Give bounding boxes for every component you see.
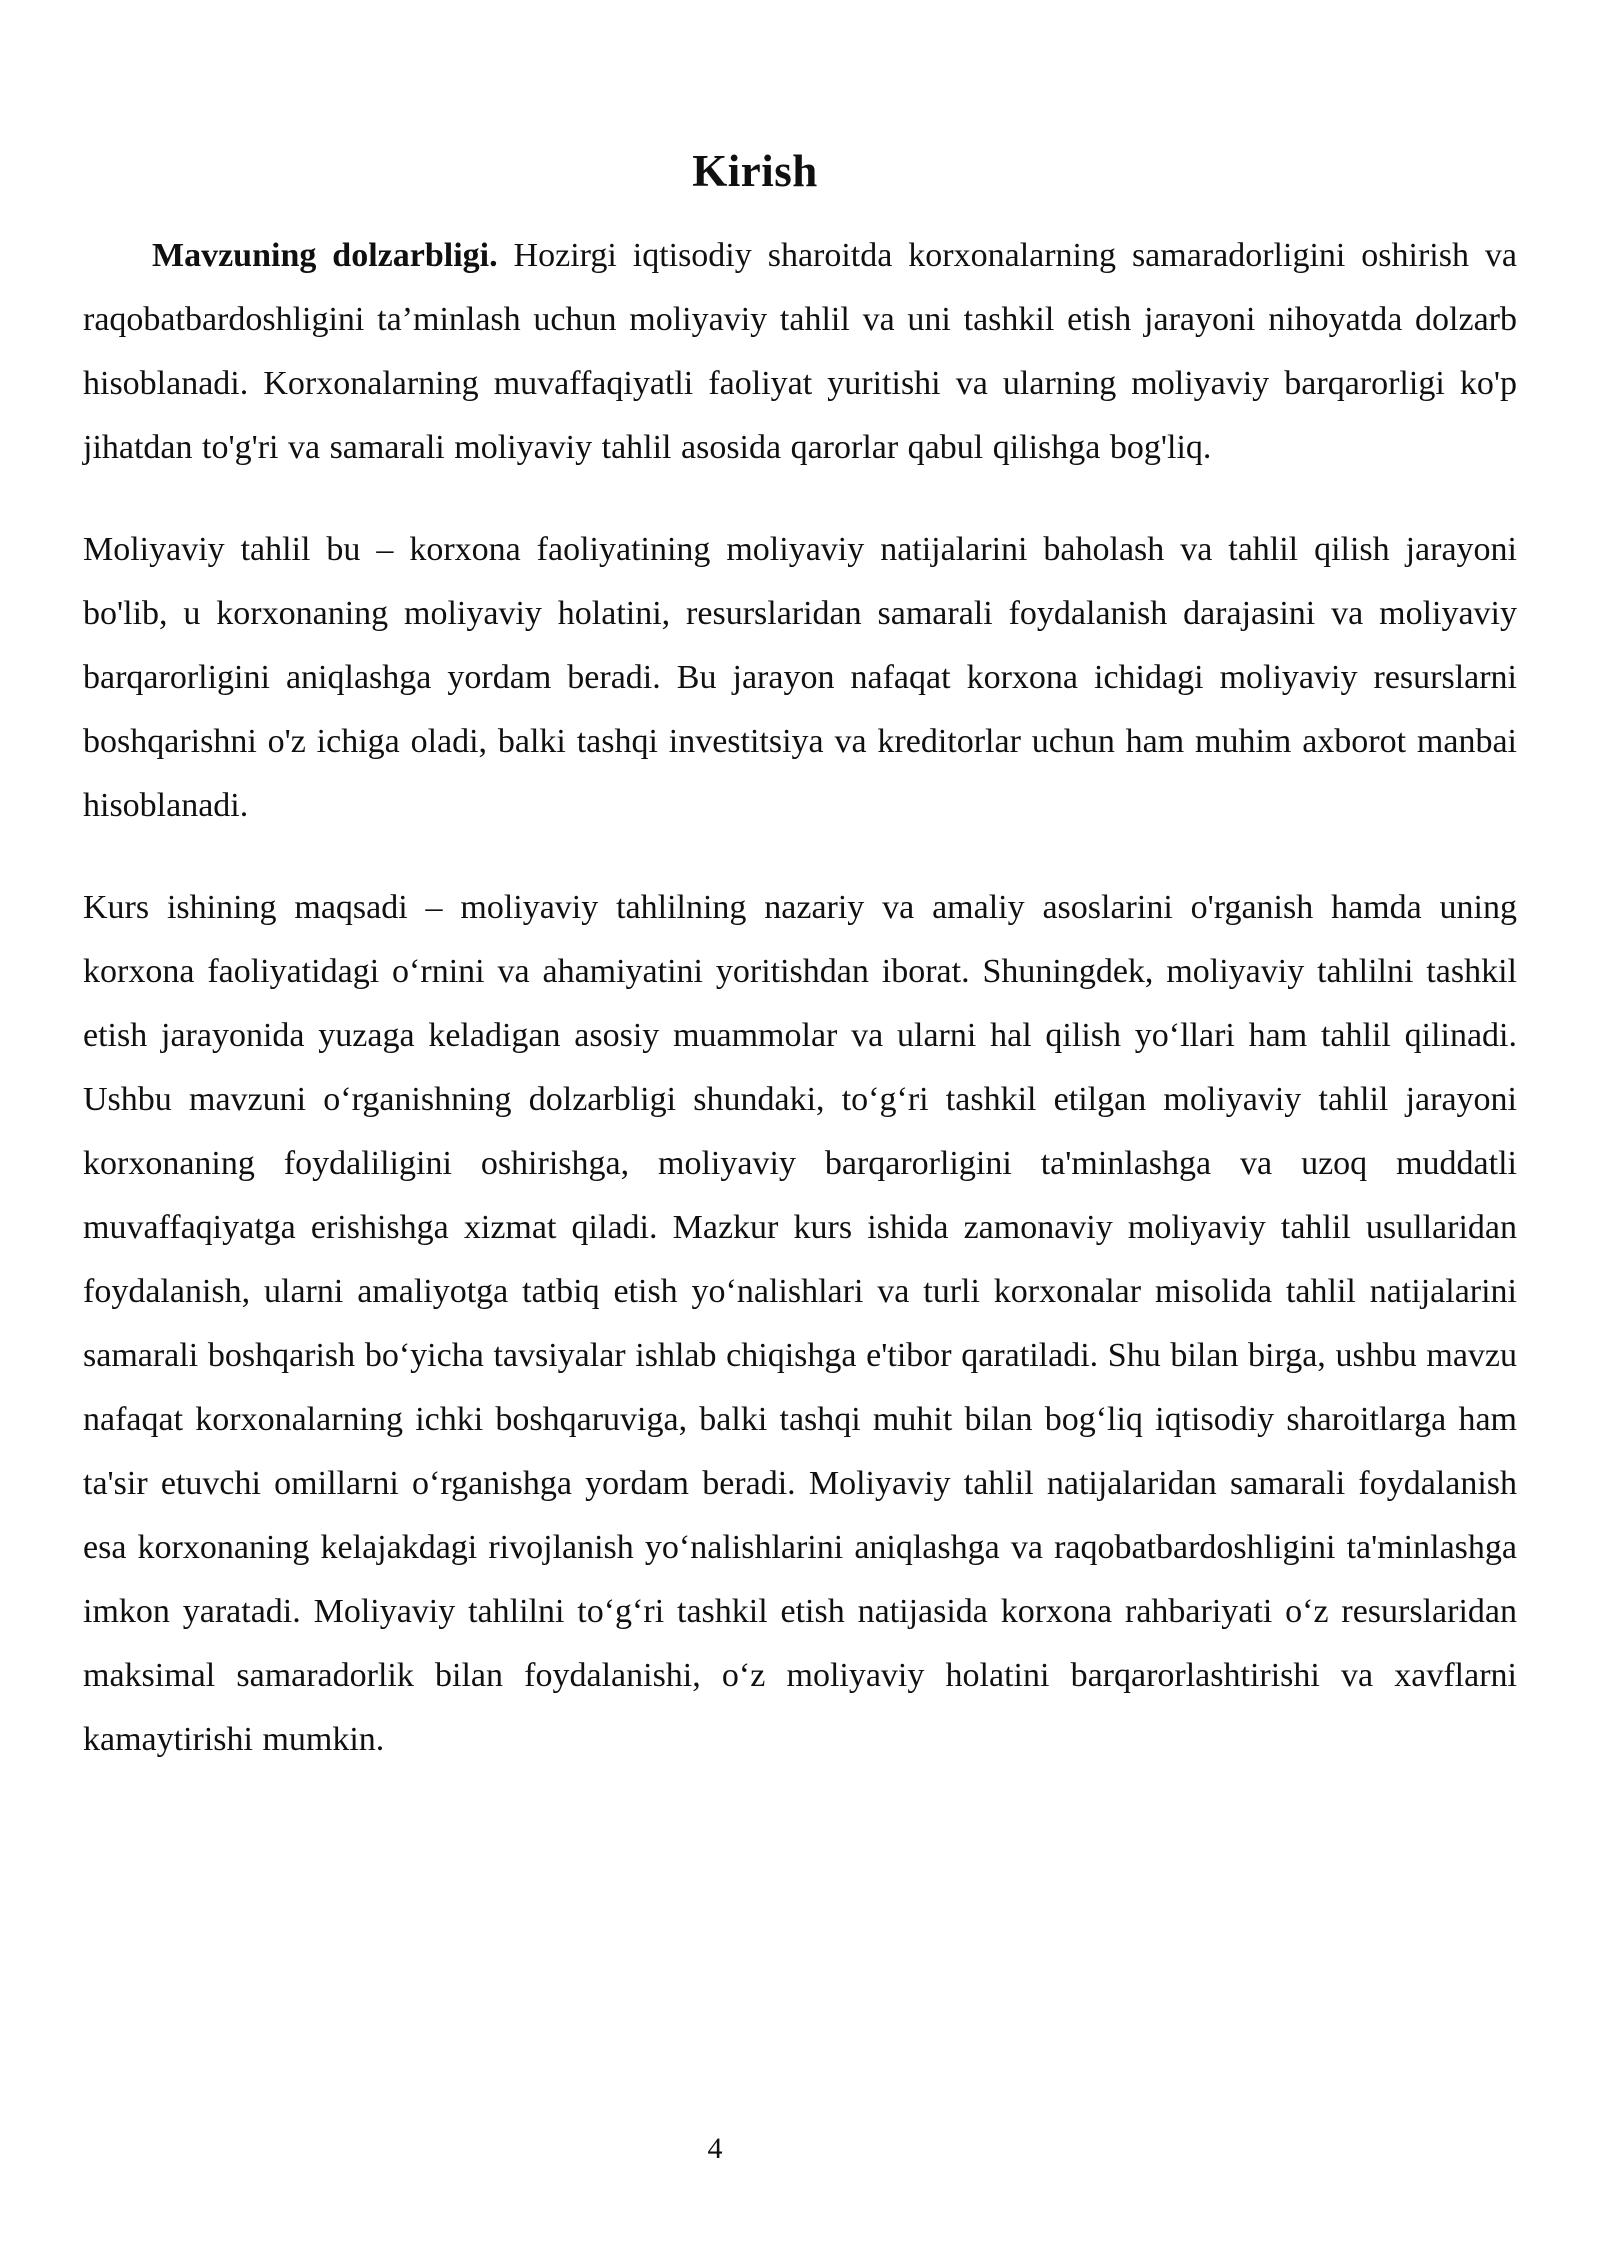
paragraph-lead-bold: Mavzuning dolzarbligi. [152,236,498,274]
page-content [83,146,1517,1810]
paragraph-moliyaviy-tahlil: Moliyaviy tahlil bu – korxona faoliyatining moliyaviy natijalarini baholash va tahlil qilish jarayoni bo'lib, u korxonaning moliyaviy holatini, resurslaridan samarali foydalanish darajasini va moliyaviy barqarorligini aniqlashga yordam beradi. Bu jarayon nafaqat korxona ichidagi moliyaviy resurslarni boshqarishni o'z ichiga oladi, balki tashqi investitsiya va kreditorlar uchun ham muhim axborot manbai hisoblanadi. [83,530,1517,824]
page-title: Kirish [692,146,818,196]
paragraph-kurs-maqsadi: Kurs ishining maqsadi – moliyaviy tahlilning nazariy va amaliy asoslarini o'rganish hamda uning korxona faoliyatidagi oʻrnini va ahamiyatini yoritishdan iborat. Shuningdek, moliyaviy tahlilni tashkil etish jarayonida yuzaga keladigan asosiy muammolar va ularni hal qilish yoʻllari ham tahlil qilinadi. Ushbu mavzuni oʻrganishning dolzarbligi shundaki, toʻgʻri tashkil etilgan moliyaviy tahlil jarayoni korxonaning foydaliligini oshirishga, moliyaviy barqarorligini ta'minlashga va uzoq muddatli muvaffaqiyatga erishishga xizmat qiladi. Mazkur kurs ishida zamonaviy moliyaviy tahlil usullaridan foydalanish, ularni amaliyotga tatbiq etish yoʻnalishlari va turli korxonalar misolida tahlil natijalarini samarali boshqarish boʻyicha tavsiyalar ishlab chiqishga e'tibor qaratiladi. Shu bilan birga, ushbu mavzu nafaqat korxonalarning ichki boshqaruviga, balki tashqi muhit bilan bogʻliq iqtisodiy sharoitlarga ham ta'sir etuvchi omillarni oʻrganishga yordam beradi. Moliyaviy tahlil natijalaridan samarali foydalanish esa korxonaning kelajakdagi rivojlanish yoʻnalishlarini aniqlashga va raqobatbardoshligini ta'minlashga imkon yaratadi. Moliyaviy tahlilni toʻgʻri tashkil etish natijasida korxona rahbariyati oʻz resurslaridan maksimal samaradorlik bilan foydalanishi, oʻz moliyaviy holatini barqarorlashtirishi va xavflarni kamaytirishi mumkin. [83,888,1517,1758]
paragraph-dolzarbligi [83,224,1517,480]
page-number: 4 [707,2132,723,2165]
paragraph-body-text: Hozirgi iqtisodiy sharoitda korxonalarning samaradorligini oshirish va raqobatbardoshligini ta’minlash uchun moliyaviy tahlil va uni tashkil etish jarayoni nihoyatda dolzarb hisoblanadi. Korxonalarning muvaffaqiyatli faoliyat yuritishi va ularning moliyaviy barqarorligi ko'p jihatdan to'g'ri va samarali moliyaviy tahlil asosida qarorlar qabul qilishga bog'liq. [83,236,1517,466]
